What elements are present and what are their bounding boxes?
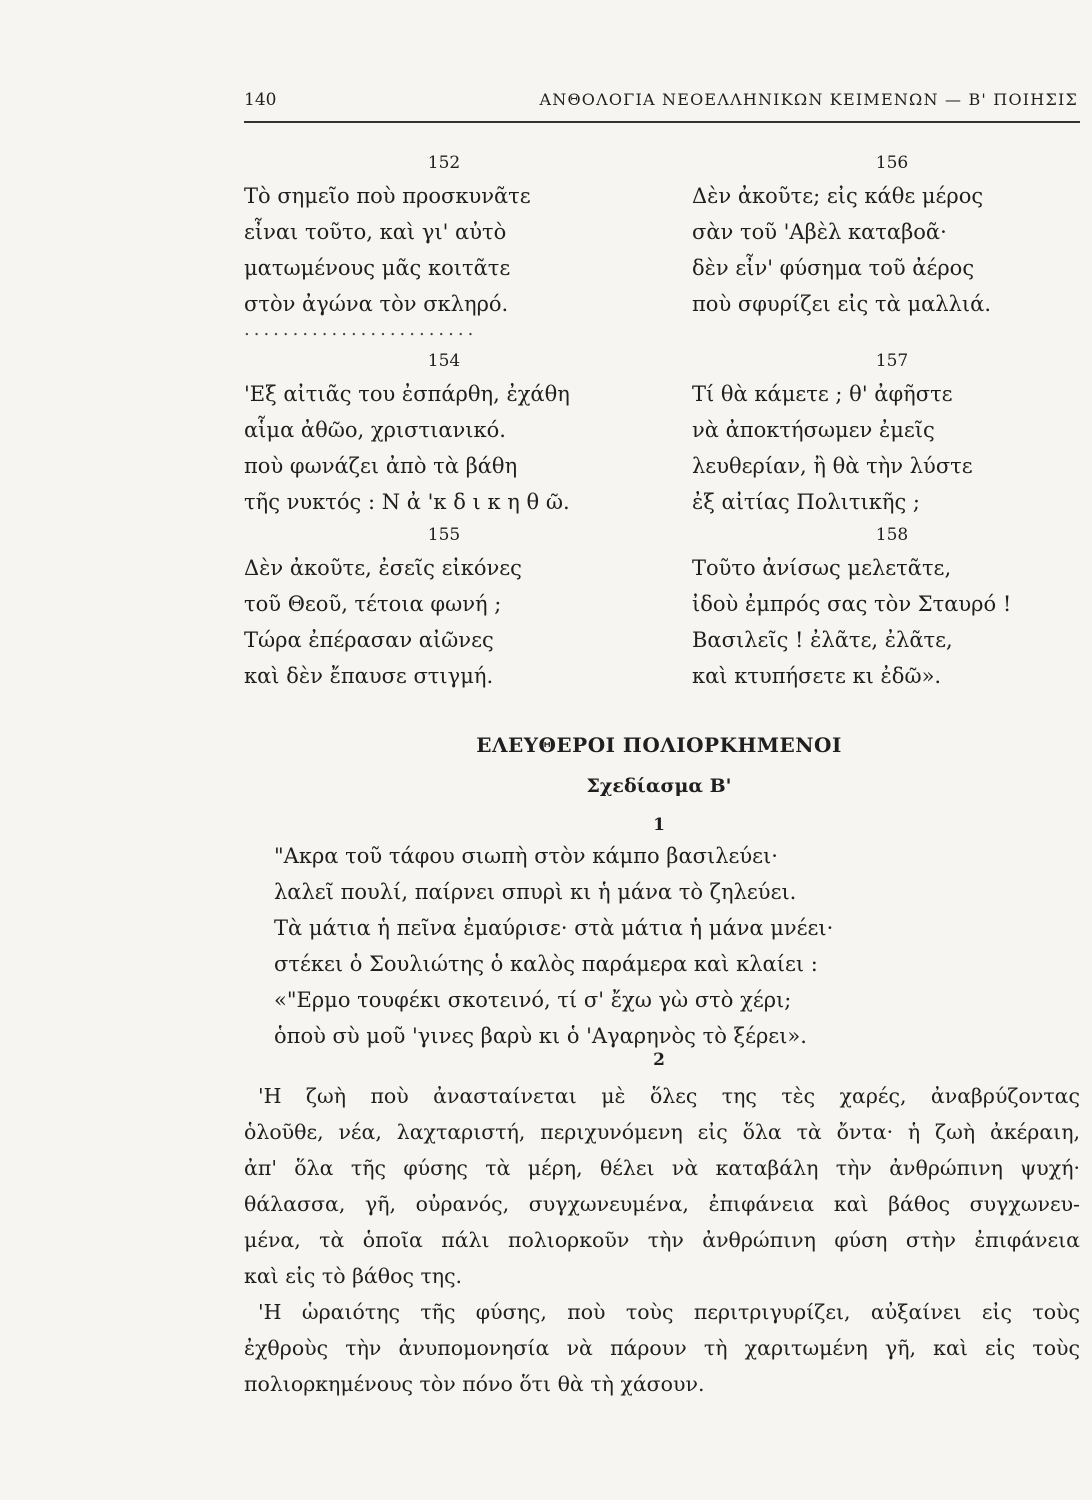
verse-line: ποὺ σφυρίζει εἰς τὰ μαλλιά. — [692, 292, 992, 316]
prose-line: ἐχθροὺς τὴν ἀνυπομονησία νὰ πάρουν τὴ χαριτωμένη γῆ, καὶ εἰς τοὺς — [244, 1336, 1080, 1360]
stanza-number: 154 — [427, 351, 461, 371]
section-subtitle: Σχεδίασμα Β' — [586, 775, 732, 797]
verse-line: Δὲν ἀκοῦτε, ἐσεῖς εἰκόνες — [244, 556, 522, 580]
verse-line: Τὸ σημεῖο ποὺ προσκυνᾶτε — [244, 184, 531, 208]
verse-line: ἐξ αἰτίας Πολιτικῆς ; — [692, 490, 920, 514]
stanza-158 — [692, 520, 1092, 694]
verse-line: αἷμα ἀθῶο, χριστιανικό. — [244, 418, 506, 442]
stanza-154 — [244, 346, 644, 520]
verse-line: ἰδοὺ ἐμπρός σας τὸν Σταυρό ! — [692, 592, 1012, 616]
part-number: 1 — [653, 815, 665, 835]
section-title: ΕΛΕΥΘΕΡΟΙ ΠΟΛΙΟΡΚΗΜΕΝΟΙ — [476, 733, 842, 757]
stanza-156 — [692, 148, 1092, 322]
verse-line: τοῦ Θεοῦ, τέτοια φωνή ; — [244, 592, 502, 616]
running-head: ΑΝΘΟΛΟΓΙΑ ΝΕΟΕΛΛΗΝΙΚΩΝ ΚΕΙΜΕΝΩΝ — Β' ΠΟΙΗΣΙΣ — [539, 90, 1078, 109]
prose-line: 'Η ὡραιότης τῆς φύσης, ποὺ τοὺς περιτριγυρίζει, αὐξαίνει εἰς τοὺς — [258, 1300, 1080, 1324]
verse-line: Τὰ μάτια ἡ πεῖνα ἐμαύρισε· στὰ μάτια ἡ μάνα μνέει· — [274, 916, 834, 940]
verse-line: νὰ ἀποκτήσωμεν ἐμεῖς — [692, 418, 935, 442]
verse-line: "Ακρα τοῦ τάφου σιωπὴ στὸν κάμπο βασιλεύει· — [274, 844, 778, 868]
verse-line: σὰν τοῦ 'Αβὲλ καταβοᾶ· — [692, 220, 947, 244]
verse-line: Τί θὰ κάμετε ; θ' ἀφῆστε — [692, 382, 953, 406]
verse-line: ὁποὺ σὺ μοῦ 'γινες βαρὺ κι ὁ 'Αγαρηνὸς τὸ ξέρει». — [274, 1024, 807, 1048]
verse-line: στέκει ὁ Σουλιώτης ὁ καλὸς παράμερα καὶ κλαίει : — [274, 952, 818, 976]
verse-line: Τώρα ἐπέρασαν αἰῶνες — [244, 628, 494, 652]
stanza-152 — [244, 148, 644, 344]
verse-line: εἶναι τοῦτο, καὶ γι' αὐτὸ — [244, 220, 507, 244]
prose-line: πολιορκημένους τὸν πόνο ὅτι θὰ τὴ χάσουν. — [244, 1372, 705, 1396]
stanza-155 — [244, 520, 644, 694]
verse-line: ματωμένους μᾶς κοιτᾶτε — [244, 256, 511, 280]
verse-line: Τοῦτο ἀνίσως μελετᾶτε, — [692, 556, 952, 580]
stanza-number: 155 — [427, 525, 461, 545]
verse-line: Δὲν ἀκοῦτε; εἰς κάθε μέρος — [692, 184, 984, 208]
verse-line: καὶ δὲν ἔπαυσε στιγμή. — [244, 664, 494, 688]
header-rule — [244, 121, 1080, 123]
prose-line: ὁλοῦθε, νέα, λαχταριστή, περιχυνόμενη εἰς ὅλα τὰ ὄντα· ἡ ζωὴ ἀκέραιη, — [244, 1120, 1080, 1144]
omission-dots: ........................ — [244, 319, 478, 340]
verse-line: στὸν ἀγώνα τὸν σκληρό. — [244, 292, 509, 316]
prose-line: καὶ εἰς τὸ βάθος της. — [244, 1264, 463, 1288]
stanza-number: 152 — [427, 153, 461, 173]
stanza-157 — [692, 346, 1092, 520]
verse-line: «"Ερμο τουφέκι σκοτεινό, τί σ' ἔχω γὼ στὸ χέρι; — [274, 988, 792, 1012]
prose-line: 'Η ζωὴ ποὺ ἀνασταίνεται μὲ ὅλες της τὲς χαρές, ἀναβρύζοντας — [258, 1084, 1080, 1108]
verse-line: καὶ κτυπήσετε κι ἐδῶ». — [692, 664, 942, 688]
verse-line: 'Εξ αἰτιᾶς του ἐσπάρθη, ἐχάθη — [244, 382, 570, 406]
part-number: 2 — [653, 1050, 665, 1070]
prose-line: θάλασσα, γῆ, οὐρανός, συγχωνευμένα, ἐπιφάνεια καὶ βάθος συγχωνευ- — [244, 1192, 1080, 1216]
part-2-prose — [244, 1078, 1080, 1402]
page-number: 140 — [244, 90, 277, 110]
verse-line: τῆς νυκτός : Ν ἀ 'κ δ ι κ η θ ῶ. — [244, 490, 570, 514]
verse-line: δὲν εἶν' φύσημα τοῦ ἀέρος — [692, 256, 975, 280]
verse-line: λαλεῖ πουλί, παίρνει σπυρὶ κι ἡ μάνα τὸ ζηλεύει. — [274, 880, 797, 904]
part-1-verses — [274, 838, 1074, 1054]
prose-line: ἀπ' ὅλα τῆς φύσης τὰ μέρη, θέλει νὰ καταβάλη τὴν ἀνθρώπινη ψυχή· — [244, 1156, 1080, 1180]
prose-line: μένα, τὰ ὁποῖα πάλι πολιορκοῦν τὴν ἀνθρώπινη φύση στὴν ἐπιφάνεια — [244, 1228, 1080, 1252]
stanza-number: 157 — [875, 351, 909, 371]
stanza-number: 158 — [875, 525, 909, 545]
verse-line: ποὺ φωνάζει ἀπὸ τὰ βάθη — [244, 454, 518, 478]
verse-line: λευθερίαν, ἢ θὰ τὴν λύστε — [692, 454, 973, 478]
stanza-number: 156 — [875, 153, 909, 173]
verse-line: Βασιλεῖς ! ἐλᾶτε, ἐλᾶτε, — [692, 628, 953, 652]
